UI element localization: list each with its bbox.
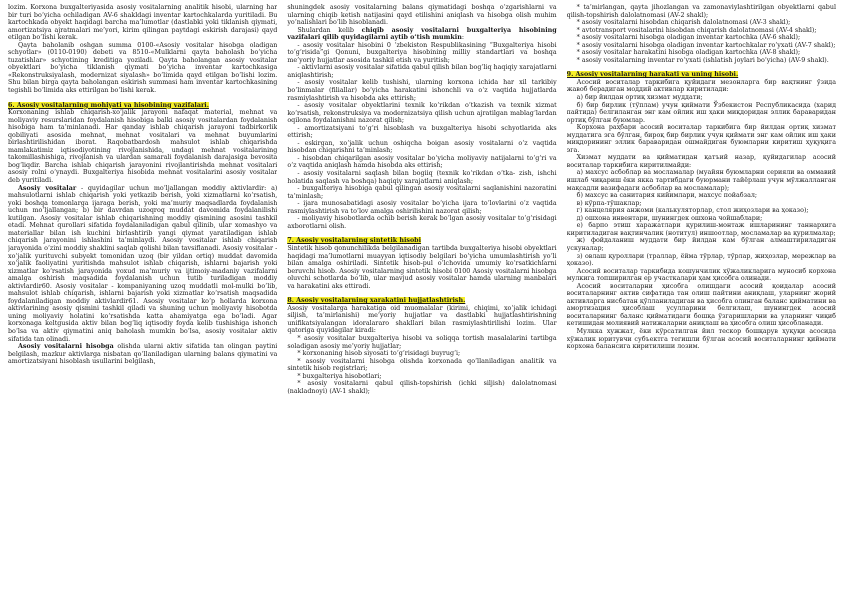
list-item: * asosiy vositalarni hisobga olishda korxonada qo‘llaniladigan analitik va sintetik hisob registrlari;: [287, 357, 557, 373]
list-item: * asosiy vositalarni hisobga oladigan inventar kartochkalar ro‘yxati (AV-7 shakl);: [576, 41, 836, 49]
list-item: в) кўрпа-тўшаклар;: [576, 199, 642, 207]
paragraph-text: olishda ularni aktiv sifatida tan olingan paytini belgilash, mazkur aktivlarga nisbatan qo‘llaniladigan ularning balans qiymatini va amortizatsiyani hisoblash usullarini belgilash,: [8, 343, 278, 366]
paragraph-text: :: [461, 34, 464, 42]
list-item: - buxgalteriya hisobiga qabul qilingan asosiy vositalarni saqlanishini nazoratini ta’minlash;: [287, 185, 557, 200]
highlighted-heading-text: 9. Asosiy vositalarning harakati va uning hisobi.: [566, 71, 739, 79]
paragraph: [8, 343, 277, 366]
column-middle: [287, 4, 556, 594]
list-item: а) махсус асбоблар ва мосламалар (муайян буюмларни серияли ва оммавий ишлаб чиқариш ёки якка тартибдаги буюрмани тайёрлаш учун мўлжалланган мақсадли вазифадаги асбоблар ва мосламалар);: [566, 169, 836, 192]
list-item: - moliyaviy hisobotlarda ochib berish kerak bo‘lgan asosiy vositalar to‘g‘risidagi axborotlarni olish.: [287, 215, 557, 230]
bold-term: Asosiy vositalar: [18, 184, 77, 192]
list-item: ж) фойдаланиш муддати бир йилдан кам бўлган алмаштириладиган ускуналар;: [566, 237, 836, 252]
list-item: * asosiy vositalarning inventar ro‘yxati (ishlatish joylari bo‘yicha) (AV-9 shakl).: [576, 56, 829, 64]
list-item: - asosiy vositalar hisobini 0 ‘zbekiston Respublikasining “Buxgalteriya hisobi to‘g‘risida”gi Qonuni, buxgalteriya hisobining milliy standartlari va boshqa me’yoriy hujjatlar asosida tashkil etish va yuritish;: [287, 41, 557, 64]
paragraph: Qayta baholanib oshgan summa 0100-«Asosiy vositalar hisobga oladigan schyotlar» (0110-0190) debeti va 8510-«Mulklarni qayta baholash bo‘yicha tuzatishlar» schyotining kreditiga yoziladi. Qayta baholangan asosiy vositalar obyektlari bo‘yicha tiklanish qiymati bo‘yicha inventar kartochkasiga «Rekonstruksiyalash, modernizat siyalash» bo‘limida qayd etilgan bo‘lishi lozim. Shu bilan birga qayta baholangan eskirish summasi ham inventar kartochkasining tegishli bo‘limida aks ettirilgan bo‘lishi kerak.: [8, 41, 278, 95]
list-item: е) барпо этиш харажатлари қурилиш-монтаж ишларининг таннархига киритиладиган вақтинчалик (нотитул) иншоотлар, мосламалар ва қурилмалар;: [566, 222, 836, 237]
bold-term: Asosiy vositalarni hisobga: [18, 343, 114, 351]
list-item: * asosiy vositalarni qabul qilish-topshirish (ichki siljish) dalolatnomasi (nakladnoyi) (AV-1 shakl);: [287, 380, 557, 395]
list-item: д) ошхона инвентари, шунингдек ошхона чойшаблари;: [576, 214, 763, 222]
list-item: - aktivlarni asosiy vositalar sifatida qabul qilish bilan bog‘liq haqiqiy xarajatlarni aniqlashtirish;: [287, 64, 557, 79]
list-item: - amortizatsiyani to‘g‘ri hisoblash va buxgalteriya hisobi schyotlarida aks ettirish;: [287, 124, 557, 140]
list-item: - asosiy vositalar obyektlarini texnik ko‘rikdan o‘tkazish va texnik xizmat ko‘rsatish, rekonstruksiya va modernizatsiya qilish uchun ajratilgan mablag‘lardan oqilona foydalanishni nazorat qilish;: [287, 102, 557, 125]
paragraph: Хизмат муддати ва қийматидан қатъий назар, қуйидагилар асосий воситалар таркибига киритилмайди:: [566, 154, 836, 169]
bold-phrase: chiqib asosiy vositalarni buxgalteriya hisobining vazifalari qilib quyidagilarni aytib o‘tish mumkin: [287, 26, 557, 42]
list-item: - asosiy vositalarni saqlash bilan bogiiq (texnik ko‘rikdan o‘tka- zish, ishchi holatida saqlash va boshqa) haqiqiy xarajatlarni aniqlash;: [287, 170, 557, 185]
section-heading-6: [8, 102, 277, 110]
list-item: * asosiy vositalar buxgalteriya hisobi va soliqqa tortish masalalarini tartibga soladigan asosiy me’yoriy hujjatlar;: [287, 334, 557, 350]
paragraph: Асосий воситалар таркибига қуйидаги мезонларга бир вақтнинг ўзида жавоб берадиган моддий активлар киритилади:: [566, 78, 836, 94]
list-item: - asosiy vositalar kelib tushishi, ularning korxona ichida har xil tarkibiy bo‘linmalar (filiallar) bo‘yicha harakatini ishonchli va o‘z vaqtida hujjatlarda rasmiylashtirish va hisobda aks ettirish;: [287, 79, 557, 102]
section-heading-7: [287, 237, 556, 245]
list-item: * asosiy vositalar harakatini hisobga oladigan kartochka (AV-8 shakl);: [576, 49, 801, 57]
paragraph: Асосий воситаларни ҳисобга олишдаги асосий қоидалар асосий воситаларнинг актив сифатида тан олиш пайтини аниқлаш, уларнинг жорий активларга нисбатан қўлланиладиган ва ҳисобга олинган баланс қийматини ва амортизация ҳисоблаш усулларини белгилаш, шунингдек асосий воситаларнинг баланс қийматидаги бошқа ўзгаришларни ва уларнинг чиқиб кетишидан молиявий натижаларни аниқлаш ва ҳисобга олиш ҳисобланади.: [566, 282, 836, 328]
paragraph: shuningdek asosiy vositalarning balans qiymatidagi boshqa o‘zgarishlarni va ularning chiqib ketish natijasini qayd etilishini aniqlash va hisobga olish muhim yo‘nalishlari bo‘lib hisoblanadi.: [287, 4, 557, 27]
paragraph: Мулкка хужжат, ёки кўрсатилган йил тескор бошқарув ҳуқуқи асосида хўжалик юритувчи субъектга тегишли бўлган асосий воситаларнинг қиймати корхона балансига киритилиши лозим.: [566, 327, 836, 351]
list-item: * korxonaning hisob siyosati to‘g‘risidagi buyrug‘i;: [297, 350, 461, 358]
column-left: [8, 4, 277, 594]
paragraph: а) бир йилдан ортиқ хизмат муддати;: [576, 94, 703, 102]
list-item: - ijara munosabatidagi asosiy vositalar bo‘yicha ijara to‘lovlarini o‘z vaqtida rasmiylashtirish va to‘lov amalga oshirilishini nazorat qilish;: [287, 200, 557, 215]
list-item: з) овлаш қуроллари (траллар, ёйма тўрлар, тўрлар, жиҳозлар, мережлар ва ҳоказо).: [566, 252, 836, 268]
list-item: * asosiy vositalarni hisobdan chiqarish dalolatnomasi (AV-3 shakl);: [576, 19, 791, 27]
list-item: г) канцелярия анжоми (калькуляторлар, стол жиҳозлари ва ҳоказо);: [576, 207, 809, 215]
list-item: * asosiy vositalarni hisobga oladigan inventar kartochka (AV-6 shakl);: [576, 34, 801, 42]
paragraph: Корхона раҳбари асосий воситалар таркибига бир йилдан ортиқ хизмат муддатига эга бўлган, бироқ бир бирлик учун қиймати энг кам ойлик иш ҳаки миқдорининг эллик бараваридан ошмайдиган буюмларни киритиш ҳуқуқига эга.: [566, 124, 836, 154]
list-item: * avtotransport vositalarini hisobdan chiqarish dalolatnomasi (AV-4 shakl);: [576, 26, 817, 34]
highlighted-heading-text: 7. Asosiy vositalarning sintetik hisobi: [287, 237, 422, 245]
paragraph: Sintetik hisob qonunchilikda belgilanadigan tartibda buxgalteriya hisobi obyektlari haqidagi ma’lumotlarni muayyan iqtisodiy belgilari bo‘yicha umumlashtirish yo‘li bilan amalga oshiriladi. Sintetik hisob-pul o‘lchovida umumiy ko‘rsatkichlarni beruvchi hisob. Asosiy vositalarning sintetik hisobi 0100 Asosiy vositalarni hisobga oluvchi schotlarda bo‘lib, ular mavjud asosiy vositalar hamda ularning manbalari va harakatini aks ettiradi.: [287, 244, 557, 290]
paragraph: [287, 27, 556, 42]
paragraph: б) бир бирлик (тўплам) учун қиймати Ўзбекистон Республикасида (харид пайтида) белгиланган энг кам ойлик иш ҳаки миқдоридан эллик бараваридан ортиқ бўлган буюмлар.: [566, 101, 836, 124]
section-heading-9: [567, 71, 836, 79]
list-item: * buxgalteriya hisobotlari;: [297, 372, 382, 380]
list-item: б) махсус ва санитария кийимлари, махсус пойабзал;: [576, 192, 758, 200]
paragraph: Asosiy vositalarga harakatiga oid muomalalar (kirimi, chiqimi, xo‘jalik ichidagi siljish, ta’mirlanishi) me’yoriy hujjatlar va dastlabki hujjatlashtirishning unifikatsiyalangan idoralararo shakllari bilan rasmiylashtirilishi lozim. Ular qatoriga quyidagilar kiradi:: [287, 304, 557, 335]
column-right: [567, 4, 836, 594]
highlighted-heading-text: 8. Asosiy vositalarning xarakatini hujjatlashtirish.: [287, 297, 466, 305]
paragraph-text: - quyidagilar uchun mo‘ljallangan moddiy aktivlardir: a) mahsulotlarni ishlab chiqarish yoki yetkazib berish, yoki xizmatlarni ko‘rsatish, yoki boshqa tomonlarga ijaraga berish, yoki ma’muriy maqsadlarda foydalanish uchun mo‘ljallangan; b) bir davrdan uzoqroq muddat davomida foydalanilishi kutilgan. Asosiy vositalar ishlab chiqarishning moddiy qismining asosini tashkil etadi. Mehnat qurollari sifatida foydalaniladigan qabul qilinib, ular xomashyo va materiallar bilan ish kuchini birlashtirib yangi qiymat yaratiladigan ishlab chiqarish jarayonini ishlashini ta’minlaydi. Asosiy vositalar ishlab chiqarish jarayonida o‘zini moddiy shaklini saqlab qolishi bilan tavsiflanadi. Asosiy vositalar - xo‘jalik yurituvchi subyekt tomonidan uzoq (bir yildan ortiq) muddat davomida xo‘jalik faoliyatini yuritishda mahsulot ishlab chiqarish, ishlarni bajarish yoki xizmatlar ko‘rsatish jarayonida yoxud ma’muriy va ijtimoiy-madaniy vazifalarni amalga oshirish maqsadida foydalanish uchun tutib turiladigan moddiy aktivlardir60. Asosiy vositalar - kompaniyaning uzoq muddatli mol-mulki bo‘lib, mahsulot ishlab chiqarish, ishlarni bajarish yoki xizmatlar ko‘rsatish maqsadida foydalaniladigan moddiy aktivlardir61. Asosiy vositalar ko‘p hollarda korxona aktivlarining asosiy qismini tashkil qiladi va shuning uchun moliyaviy hisobotda uning moliyaviy holatini ko‘rsatishda katta ahamiyatga ega bo‘ladi. Agar korxonaga keltgusida aktiv bilan bog‘liq iqtisodiy foyda kelib tushishiga ishonch bo‘lsa va aktiv qiymatini aniq baholash mumkin bo‘lsa, asosiy vositalar aktiv sifatida tan olinadi.: [8, 184, 278, 343]
paragraph: Korxonaning ishlab chiqarish-xo‘jalik jarayoni nafaqat material, mehnat va moliyaviy resurslaridan foydalanish hisobiga balki asosiy vositalardan foydalanish hisobiga ham ta’minlanadi. Har qanday ishlab chiqarish jarayoni tadbirkorlik qobiliyati asosida mehnat, mehnat vositalari va mehnat buyumlarini birlashtirilishidan iborat. Raqobatbardosh mahsulot ishlab chiqarishda mamlakatimiz iqtisodiyotining rivojlanishida, undagi mehnat vositalarining takomillashishiga, rivojlanish va ulardan samarali foydalanish darajasiga bevosita bog‘liqdir. Barcha ishlab chiqarish jarayonini rivojlantirishda mehnat vositalari asosiy rolni o‘ynaydi. Buxgalteriya hisobida mehnat vositalarini asosiy vositalar deb yuritiladi.: [8, 109, 278, 185]
paragraph: lozim. Korxona buxgalteriyasida asosiy vositalarning analitik hisobi, ularning har bir turi bo‘yicha ochiladigan AV-6 shakldagi inventar kartochkalarda yuritiladi. Bu kartochkada obyekt haqidagi barcha ma’lumotlar (dastlabki yoki tiklanish qiymati, amortizatsiya ajratmalari me’yori, kirim qilingan paytdagi eskirish darajasi) qayd etilgan bo‘lishi kerak.: [8, 4, 278, 42]
paragraph: Асосий воситалар таркибида кошунчилик хўжаликларига муносиб корхона мулкига топширилган ер участкалари ҳам ҳисобга олинади.: [566, 267, 836, 283]
section-heading-8: [287, 297, 556, 305]
paragraph-text: Shulardan kelib: [297, 26, 362, 34]
list-item: * ta’mirlangan, qayta jihozlangan va zamonaviylashtirilgan obyektlarni qabul qilish-topshirish dalolatnomasi (AV-2 shakl);: [566, 4, 836, 19]
list-item: - eskirgan, xo‘jalik uchun oshiqcha boigan asosiy vositalarni o‘z vaqtida hisobdan chiqarishni ta’minlash;: [287, 139, 557, 155]
list-item: - hisobdan chiqarilgan asosiy vositalar bo‘yicha moliyaviy natijalarni to‘g‘ri va o‘z vaqtida aniqlash hamda hisobda aks ettirish;: [287, 154, 557, 170]
highlighted-heading-text: 6. Asosiy vositalarning mohiyati va hisobining vazifalari.: [8, 101, 209, 109]
paragraph: [8, 185, 277, 343]
